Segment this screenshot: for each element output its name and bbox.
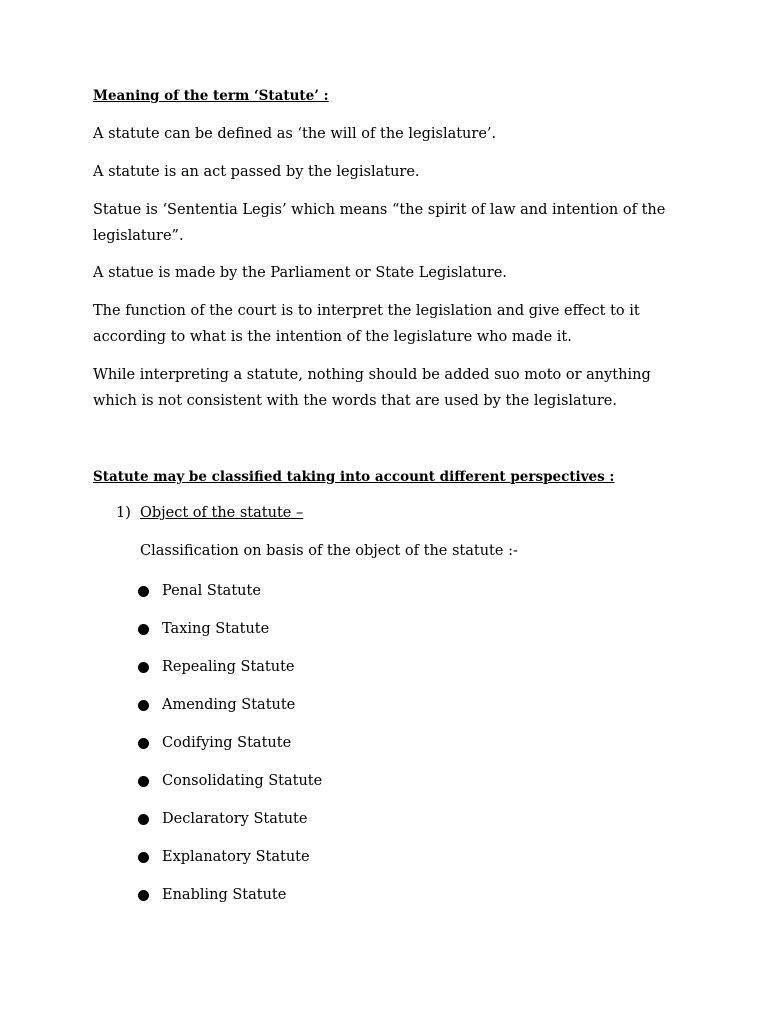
list-item-label: Enabling Statute — [162, 887, 287, 903]
bullet-icon — [138, 586, 149, 597]
list-item-label: Penal Statute — [162, 583, 261, 599]
bullet-icon — [138, 776, 149, 787]
list-item — [138, 617, 322, 655]
section-heading-meaning: Meaning of the term ‘Statute’ : — [93, 88, 329, 104]
subsection-title-object: Object of the statute – — [140, 505, 304, 521]
bullet-icon — [138, 852, 149, 863]
section-heading-classification: Statute may be classified taking into account different perspectives : — [93, 469, 615, 485]
list-item-label: Consolidating Statute — [162, 773, 323, 789]
list-item — [138, 579, 322, 617]
bullet-icon — [138, 624, 149, 635]
list-item-label: Amending Statute — [162, 697, 296, 713]
bullet-icon — [138, 700, 149, 711]
list-item-label: Taxing Statute — [162, 621, 270, 637]
paragraph-definition: A statute can be defined as ‘the will of the legislature’. — [93, 126, 497, 142]
list-number: 1) — [116, 505, 131, 521]
list-item — [138, 693, 322, 731]
bullet-icon — [138, 662, 149, 673]
paragraph-sententia-legis: Statue is ‘Sententia Legis’ which means “the spirit of law and intention of the legislature”. — [93, 202, 666, 244]
list-item-label: Repealing Statute — [162, 659, 295, 675]
list-item — [138, 845, 322, 883]
paragraph-act-passed: A statute is an act passed by the legislature. — [93, 164, 420, 180]
paragraph-interpreting: While interpreting a statute, nothing should be added suo moto or anything which is not consistent with the words that are used by the legislature. — [93, 367, 651, 409]
paragraph-made-by-parliament: A statue is made by the Parliament or State Legislature. — [93, 265, 507, 281]
list-item — [138, 655, 322, 693]
bullet-icon — [138, 890, 149, 901]
bullet-icon — [138, 814, 149, 825]
classification-intro: Classification on basis of the object of the statute :- — [140, 543, 518, 559]
list-item-label: Codifying Statute — [162, 735, 292, 751]
paragraph-court-function: The function of the court is to interpret the legislation and give effect to it according to what is the intention of the legislature who made it. — [93, 303, 640, 345]
list-item — [138, 731, 322, 769]
list-item-label: Explanatory Statute — [162, 849, 310, 865]
list-item-label: Declaratory Statute — [162, 811, 308, 827]
list-item — [138, 883, 322, 921]
list-item — [138, 807, 322, 845]
bullet-icon — [138, 738, 149, 749]
list-item — [138, 769, 322, 807]
statute-type-list — [138, 579, 322, 921]
